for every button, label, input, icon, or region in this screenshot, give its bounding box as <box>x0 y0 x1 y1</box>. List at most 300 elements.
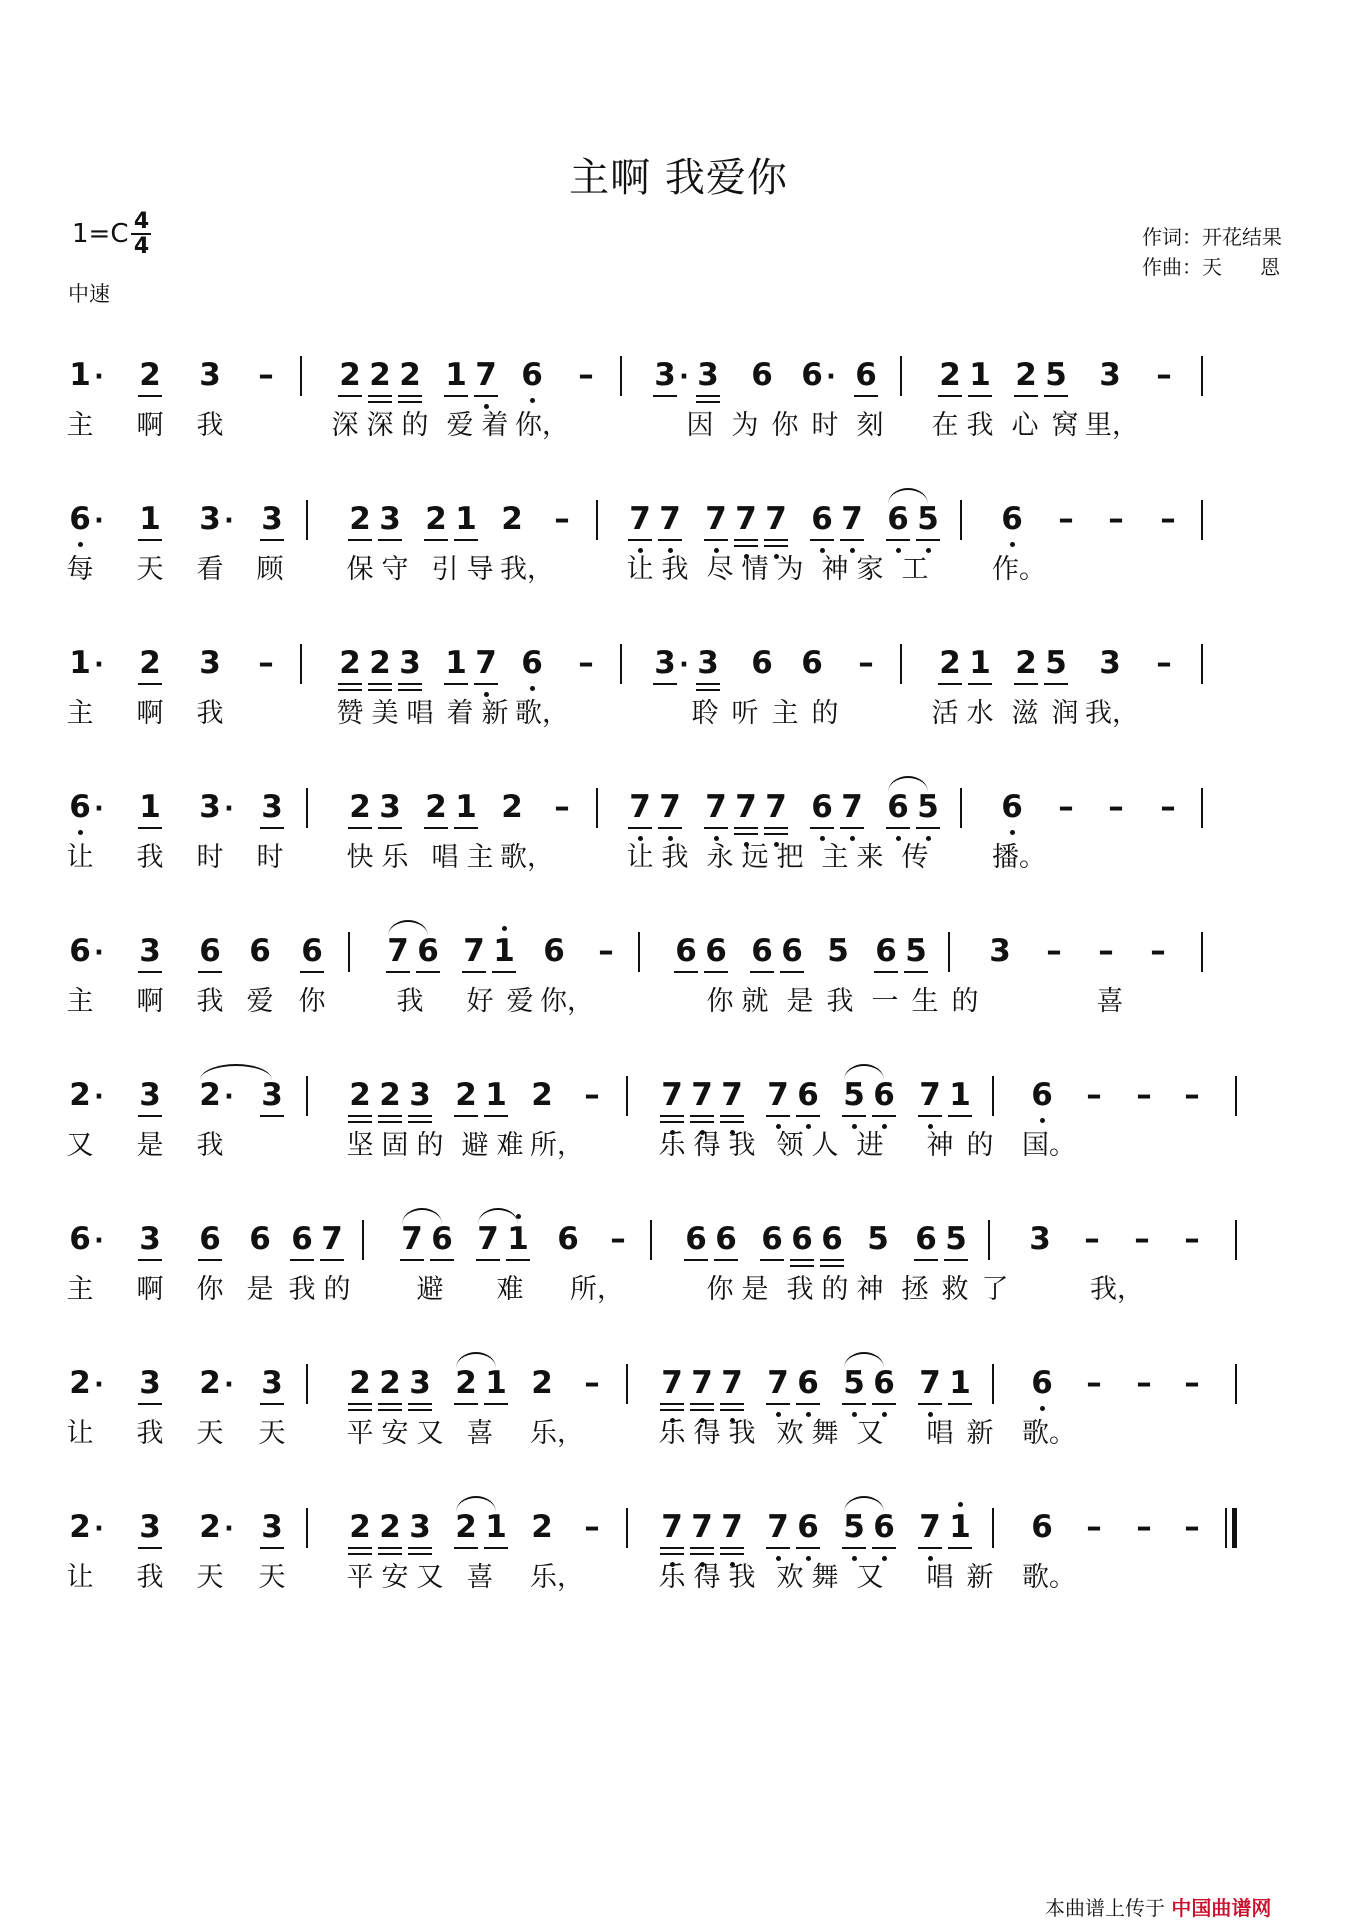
note <box>832 788 872 826</box>
underline-beam <box>454 1403 478 1405</box>
note-digit: 7 <box>661 1077 683 1113</box>
note-digit: – <box>1046 933 1062 969</box>
barline <box>1225 1508 1227 1548</box>
underline-beam <box>378 1553 402 1555</box>
lyric: 唱 <box>406 698 434 729</box>
augmentation-dot: · <box>94 1370 104 1400</box>
note <box>60 788 104 826</box>
lyric: 让 <box>626 554 654 585</box>
note-digit: 6 <box>751 357 773 393</box>
note <box>60 1364 104 1402</box>
note <box>60 1076 104 1114</box>
underline-beam <box>408 1121 432 1123</box>
underline-beam <box>348 1409 372 1411</box>
lyric: 因 <box>686 410 714 441</box>
note-digit: 5 <box>917 501 939 537</box>
note <box>712 1508 752 1546</box>
note <box>498 1220 538 1258</box>
octave-dot-low <box>530 398 535 403</box>
note <box>788 1076 828 1114</box>
lyric: 避 <box>416 1274 444 1305</box>
lyric: 让 <box>626 842 654 873</box>
note <box>1124 1508 1164 1546</box>
note <box>246 356 286 394</box>
underline-beam <box>378 1547 402 1549</box>
note-digit: 6 <box>887 789 909 825</box>
note-digit: 7 <box>659 501 681 537</box>
note <box>370 788 410 826</box>
lyric: 引 <box>431 554 459 585</box>
barline <box>306 1364 308 1404</box>
note-digit: 2 <box>349 1365 371 1401</box>
note <box>742 356 782 394</box>
note <box>240 932 280 970</box>
note <box>1090 644 1130 682</box>
note <box>522 1364 562 1402</box>
note-digit: 6 <box>811 501 833 537</box>
underline-beam <box>766 1115 790 1117</box>
note-digit: 1 <box>969 645 991 681</box>
lyric: 滋 <box>1011 698 1039 729</box>
lyric: 顾 <box>256 554 284 585</box>
underline-beam <box>842 1403 866 1405</box>
note-digit: 1 <box>455 501 477 537</box>
note-digit: 7 <box>691 1509 713 1545</box>
lyric: 人 <box>811 1130 839 1161</box>
lyric: 主 <box>66 1274 94 1305</box>
underline-beam <box>138 683 162 685</box>
underline-beam <box>138 1403 162 1405</box>
lyric: 主 <box>771 698 799 729</box>
note <box>864 1508 904 1546</box>
underline-beam <box>348 1115 372 1117</box>
lyric: 的 <box>416 1130 444 1161</box>
note-digit: 5 <box>1045 357 1067 393</box>
lyric: 乐 <box>658 1418 686 1449</box>
lyric: 我 <box>136 842 164 873</box>
note-digit: 6 <box>1031 1365 1053 1401</box>
note <box>522 1508 562 1546</box>
lyric: 新 <box>481 698 509 729</box>
lyric: 你， <box>540 986 594 1017</box>
underline-beam <box>874 971 898 973</box>
underline-beam <box>948 1403 972 1405</box>
note <box>1144 644 1184 682</box>
underline-beam <box>454 539 478 541</box>
lyric: 神 <box>856 1274 884 1305</box>
lyrics-row <box>60 1416 1305 1456</box>
underline-beam <box>796 1547 820 1549</box>
underline-beam <box>734 827 758 829</box>
note-digit: – <box>1156 357 1172 393</box>
underline-beam <box>398 395 422 397</box>
note-digit: 3 <box>199 645 221 681</box>
note-digit: 2 <box>939 645 961 681</box>
score-system <box>60 1076 1305 1168</box>
lyric: 天 <box>136 554 164 585</box>
lyric: 爱 <box>506 986 534 1017</box>
notes-row <box>60 1220 1305 1268</box>
lyric: 我 <box>728 1418 756 1449</box>
underline-beam <box>430 1259 454 1261</box>
underline-beam <box>658 539 682 541</box>
note-digit: 3 <box>697 357 719 393</box>
note <box>650 500 690 538</box>
note <box>246 644 286 682</box>
composer-credit: 作曲：天 恩 <box>1142 255 1281 279</box>
note-digit: 7 <box>661 1509 683 1545</box>
note <box>252 1508 292 1546</box>
lyric: 看 <box>196 554 224 585</box>
note-digit: 3 <box>1099 357 1121 393</box>
underline-beam <box>764 833 788 835</box>
lyrics-row <box>60 552 1305 592</box>
barline <box>1201 356 1203 396</box>
lyric: 我 <box>826 986 854 1017</box>
underline-beam <box>484 1115 508 1117</box>
note-digit: 6 <box>715 1221 737 1257</box>
underline-beam <box>916 827 940 829</box>
note <box>1046 500 1086 538</box>
lyric: 守 <box>381 554 409 585</box>
underline-beam <box>474 683 498 685</box>
barline <box>988 1220 990 1260</box>
augmentation-dot: · <box>94 794 104 824</box>
underline-beam <box>660 1403 684 1405</box>
note-digit: 2 <box>531 1077 553 1113</box>
underline-beam <box>790 1259 814 1261</box>
note-digit: 6 <box>543 933 565 969</box>
note-digit: 3 <box>199 357 221 393</box>
underline-beam <box>300 971 324 973</box>
note-digit: 6 <box>521 645 543 681</box>
notes-row <box>60 1364 1305 1412</box>
augmentation-dot: · <box>94 650 104 680</box>
note <box>832 500 872 538</box>
underline-beam <box>474 395 498 397</box>
note-digit: – <box>1108 789 1124 825</box>
lyric: 快 <box>346 842 374 873</box>
lyrics-row <box>60 984 1305 1024</box>
lyric: 水 <box>966 698 994 729</box>
octave-dot-low <box>78 830 83 835</box>
underline-beam <box>348 1403 372 1405</box>
underline-beam <box>506 1259 530 1261</box>
underline-beam <box>872 1115 896 1117</box>
barline <box>638 932 640 972</box>
octave-dot-low <box>1010 830 1015 835</box>
note <box>940 1364 980 1402</box>
note-digit: 1 <box>455 789 477 825</box>
underline-beam <box>138 971 162 973</box>
note-digit: 2 <box>531 1509 553 1545</box>
note-digit: 5 <box>917 789 939 825</box>
underline-beam <box>462 971 486 973</box>
note-digit: – <box>554 789 570 825</box>
note-digit: 3 <box>654 645 676 681</box>
score-system <box>60 788 1305 880</box>
lyric: 听 <box>731 698 759 729</box>
underline-beam <box>378 1403 402 1405</box>
lyric: 每 <box>66 554 94 585</box>
note-digit: 3 <box>399 645 421 681</box>
lyric: 远 <box>741 842 769 873</box>
note <box>400 1076 440 1114</box>
barline <box>1201 932 1203 972</box>
score-system <box>60 1364 1305 1456</box>
note <box>190 356 230 394</box>
underline-beam <box>484 1403 508 1405</box>
note <box>542 788 582 826</box>
note <box>992 500 1032 538</box>
note <box>1072 1220 1112 1258</box>
site-logo: 中国曲谱网 <box>1171 1896 1272 1920</box>
underline-beam <box>948 1115 972 1117</box>
note-digit: 2 <box>531 1365 553 1401</box>
barline <box>626 1364 628 1404</box>
underline-beam <box>914 1259 938 1261</box>
note-digit: 7 <box>321 1221 343 1257</box>
lyric: 是 <box>741 1274 769 1305</box>
note <box>190 1508 234 1546</box>
lyric: 救 <box>941 1274 969 1305</box>
octave-dot-high <box>958 1502 963 1507</box>
note <box>818 932 858 970</box>
note-digit: 3 <box>697 645 719 681</box>
note-digit: 2 <box>501 501 523 537</box>
note-digit: 6 <box>887 501 909 537</box>
barline <box>306 500 308 540</box>
note-digit: 6 <box>675 933 697 969</box>
note-digit: 5 <box>843 1509 865 1545</box>
lyric: 难 <box>496 1274 524 1305</box>
barline <box>348 932 350 972</box>
lyric: 播。 <box>992 842 1046 873</box>
barline <box>306 788 308 828</box>
lyric: 我， <box>1090 1274 1144 1305</box>
note <box>712 1076 752 1114</box>
note-digit: 7 <box>475 357 497 393</box>
lyric: 我 <box>728 1130 756 1161</box>
underline-beam <box>690 1121 714 1123</box>
note-digit: 3 <box>379 501 401 537</box>
underline-beam <box>348 827 372 829</box>
underline-beam <box>796 1115 820 1117</box>
augmentation-dot: · <box>94 938 104 968</box>
barline <box>992 1076 994 1116</box>
lyric: 得 <box>693 1130 721 1161</box>
note <box>940 1076 980 1114</box>
note-digit: 2 <box>1015 357 1037 393</box>
augmentation-dot: · <box>94 506 104 536</box>
lyric: 活 <box>931 698 959 729</box>
octave-dot-high <box>516 1214 521 1219</box>
underline-beam <box>290 1259 314 1261</box>
note <box>566 644 606 682</box>
note <box>476 1076 516 1114</box>
underline-beam <box>918 1403 942 1405</box>
underline-beam <box>696 683 720 685</box>
underline-beam <box>704 971 728 973</box>
lyric: 新 <box>966 1562 994 1593</box>
lyric: 的 <box>821 1274 849 1305</box>
note <box>130 356 170 394</box>
lyric: 平 <box>346 1418 374 1449</box>
note <box>400 1364 440 1402</box>
underline-beam <box>320 1259 344 1261</box>
lyric: 我 <box>136 1418 164 1449</box>
lyric: 乐， <box>530 1418 584 1449</box>
lyric: 喜 <box>466 1562 494 1593</box>
underline-beam <box>628 827 652 829</box>
lyric: 主 <box>66 410 94 441</box>
augmentation-dot: · <box>224 1082 234 1112</box>
note-digit: – <box>258 357 274 393</box>
note-digit: – <box>1160 501 1176 537</box>
note-digit: 2 <box>339 357 361 393</box>
note-digit: 2 <box>349 1509 371 1545</box>
note-digit: – <box>1184 1221 1200 1257</box>
note-digit: 6 <box>751 645 773 681</box>
underline-beam <box>918 1115 942 1117</box>
underline-beam <box>653 683 677 685</box>
note-digit: 2 <box>455 1509 477 1545</box>
note-digit: 3 <box>989 933 1011 969</box>
underline-beam <box>938 395 962 397</box>
barline <box>900 644 902 684</box>
note <box>1074 1076 1114 1114</box>
note <box>534 932 574 970</box>
note <box>846 644 886 682</box>
lyric: 神 <box>821 554 849 585</box>
underline-beam <box>944 1259 968 1261</box>
lyric: 我 <box>196 410 224 441</box>
underline-beam <box>660 1547 684 1549</box>
note-digit: – <box>584 1509 600 1545</box>
note-digit: 6 <box>761 1221 783 1257</box>
note <box>1096 500 1136 538</box>
note <box>484 932 524 970</box>
underline-beam <box>408 1403 432 1405</box>
note-digit: 3 <box>379 789 401 825</box>
lyric: 时 <box>196 842 224 873</box>
note-digit: 1 <box>493 933 515 969</box>
underline-beam <box>660 1115 684 1117</box>
note-digit: 3 <box>409 1509 431 1545</box>
lyric: 一 <box>871 986 899 1017</box>
lyric: 你 <box>196 1274 224 1305</box>
underline-beam <box>138 1259 162 1261</box>
lyric: 来 <box>856 842 884 873</box>
note-digit: 6 <box>249 1221 271 1257</box>
note <box>1090 356 1130 394</box>
lyric: 乐 <box>658 1562 686 1593</box>
lyric: 我 <box>196 698 224 729</box>
barline <box>620 356 622 396</box>
note-digit: 7 <box>661 1365 683 1401</box>
underline-beam <box>660 1409 684 1411</box>
note <box>645 644 689 682</box>
lyric: 窝 <box>1051 410 1079 441</box>
lyric: 啊 <box>136 1274 164 1305</box>
note-digit: 2 <box>69 1365 91 1401</box>
note <box>1172 1076 1212 1114</box>
note-digit: 7 <box>767 1509 789 1545</box>
lyric: 又 <box>416 1562 444 1593</box>
note <box>586 932 626 970</box>
lyric: 的 <box>811 698 839 729</box>
lyric: 所， <box>530 1130 584 1161</box>
underline-beam <box>1014 395 1038 397</box>
underline-beam <box>720 1553 744 1555</box>
note-digit: 2 <box>139 357 161 393</box>
lyric: 传 <box>901 842 929 873</box>
lyric: 所， <box>570 1274 624 1305</box>
underline-beam <box>750 971 774 973</box>
note <box>190 500 234 538</box>
note <box>1138 932 1178 970</box>
note-digit: 3 <box>261 789 283 825</box>
note-digit: 6 <box>705 933 727 969</box>
note-digit: 3 <box>261 1509 283 1545</box>
note-digit: 5 <box>905 933 927 969</box>
lyric: 又 <box>856 1418 884 1449</box>
lyrics-row <box>60 696 1305 736</box>
notes-row <box>60 500 1305 548</box>
note-digit: – <box>1136 1509 1152 1545</box>
note <box>130 644 170 682</box>
lyric: 得 <box>693 1562 721 1593</box>
note <box>1036 644 1076 682</box>
lyric: 让 <box>66 1418 94 1449</box>
notes-row <box>60 1508 1305 1556</box>
lyric: 爱 <box>446 410 474 441</box>
lyric: 乐 <box>658 1130 686 1161</box>
underline-beam <box>764 827 788 829</box>
note-digit: 1 <box>969 357 991 393</box>
lyric: 领 <box>776 1130 804 1161</box>
note <box>846 356 886 394</box>
underline-beam <box>720 1121 744 1123</box>
underline-beam <box>720 1409 744 1411</box>
note-digit: 6 <box>1031 1077 1053 1113</box>
note <box>598 1220 638 1258</box>
underline-beam <box>660 1553 684 1555</box>
note-digit: 1 <box>485 1509 507 1545</box>
note-digit: – <box>1136 1365 1152 1401</box>
note-digit: 7 <box>919 1077 941 1113</box>
note-digit: – <box>1098 933 1114 969</box>
underline-beam <box>734 539 758 541</box>
note <box>1074 1364 1114 1402</box>
lyric: 心 <box>1011 410 1039 441</box>
note-digit: 7 <box>629 501 651 537</box>
note-digit: 6 <box>69 933 91 969</box>
lyric: 的 <box>401 410 429 441</box>
note-digit: 3 <box>654 357 676 393</box>
lyric: 我 <box>661 554 689 585</box>
lyric: 是 <box>786 986 814 1017</box>
underline-beam <box>714 1259 738 1261</box>
note-digit: 3 <box>139 933 161 969</box>
lyric: 美 <box>371 698 399 729</box>
note-digit: 2 <box>339 645 361 681</box>
underline-beam <box>720 1547 744 1549</box>
barline <box>596 500 598 540</box>
lyric: 欢 <box>776 1562 804 1593</box>
underline-beam <box>338 683 362 685</box>
barline <box>300 644 302 684</box>
